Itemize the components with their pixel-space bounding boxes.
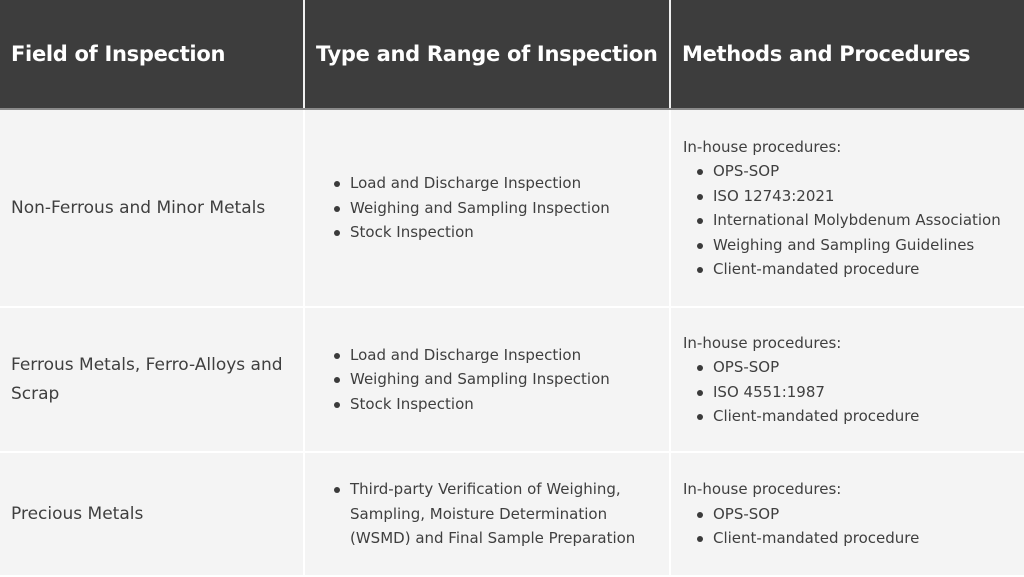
list-item: Third-party Verification of Weighing, Sampling, Moisture Determination (WSMD) and Final Sample Preparation bbox=[350, 477, 669, 551]
bullet-icon bbox=[697, 169, 703, 175]
bullet-icon bbox=[334, 353, 340, 359]
type-cell bbox=[304, 109, 670, 307]
type-cell bbox=[304, 307, 670, 452]
bullet-icon bbox=[334, 377, 340, 383]
bullet-icon bbox=[697, 390, 703, 396]
methods-cell bbox=[670, 452, 1024, 576]
methods-intro: In-house procedures: bbox=[683, 333, 842, 352]
methods-intro: In-house procedures: bbox=[683, 137, 842, 156]
bullet-icon bbox=[697, 536, 703, 542]
list-item: OPS-SOP bbox=[713, 502, 1024, 527]
list-item: Load and Discharge Inspection bbox=[350, 171, 669, 196]
type-list bbox=[316, 477, 669, 551]
bullet-icon bbox=[697, 267, 703, 273]
field-cell: Non-Ferrous and Minor Metals bbox=[0, 109, 304, 307]
bullet-icon bbox=[697, 365, 703, 371]
list-item: ISO 12743:2021 bbox=[713, 184, 1024, 209]
bullet-icon bbox=[334, 487, 340, 493]
header-type-and-range: Type and Range of Inspection bbox=[304, 0, 670, 109]
bullet-icon bbox=[334, 402, 340, 408]
list-item: Stock Inspection bbox=[350, 392, 669, 417]
table-row bbox=[0, 109, 1024, 307]
list-item: Load and Discharge Inspection bbox=[350, 343, 669, 368]
list-item: OPS-SOP bbox=[713, 355, 1024, 380]
field-cell: Precious Metals bbox=[0, 452, 304, 576]
list-item: Stock Inspection bbox=[350, 220, 669, 245]
type-list bbox=[316, 343, 669, 417]
list-item: OPS-SOP bbox=[713, 159, 1024, 184]
list-item: Weighing and Sampling Inspection bbox=[350, 367, 669, 392]
bullet-icon bbox=[334, 206, 340, 212]
header-row bbox=[0, 0, 1024, 109]
bullet-icon bbox=[334, 230, 340, 236]
header-field-of-inspection: Field of Inspection bbox=[0, 0, 304, 109]
field-cell: Ferrous Metals, Ferro-Alloys and Scrap bbox=[0, 307, 304, 452]
bullet-icon bbox=[334, 181, 340, 187]
methods-list bbox=[683, 355, 1024, 429]
table-row bbox=[0, 452, 1024, 576]
bullet-icon bbox=[697, 194, 703, 200]
list-item: Client-mandated procedure bbox=[713, 526, 1024, 551]
bullet-icon bbox=[697, 243, 703, 249]
list-item: ISO 4551:1987 bbox=[713, 380, 1024, 405]
list-item: Client-mandated procedure bbox=[713, 404, 1024, 429]
list-item: Weighing and Sampling Inspection bbox=[350, 196, 669, 221]
list-item: Client-mandated procedure bbox=[713, 257, 1024, 282]
list-item: International Molybdenum Association bbox=[713, 208, 1024, 233]
table-row bbox=[0, 307, 1024, 452]
bullet-icon bbox=[697, 512, 703, 518]
methods-intro: In-house procedures: bbox=[683, 480, 842, 499]
methods-cell bbox=[670, 307, 1024, 452]
list-item: Weighing and Sampling Guidelines bbox=[713, 233, 1024, 258]
methods-cell bbox=[670, 109, 1024, 307]
bullet-icon bbox=[697, 414, 703, 420]
bullet-icon bbox=[697, 218, 703, 224]
type-cell bbox=[304, 452, 670, 576]
methods-list bbox=[683, 502, 1024, 551]
header-methods-and-procedures: Methods and Procedures bbox=[670, 0, 1024, 109]
methods-list bbox=[683, 159, 1024, 282]
type-list bbox=[316, 171, 669, 245]
